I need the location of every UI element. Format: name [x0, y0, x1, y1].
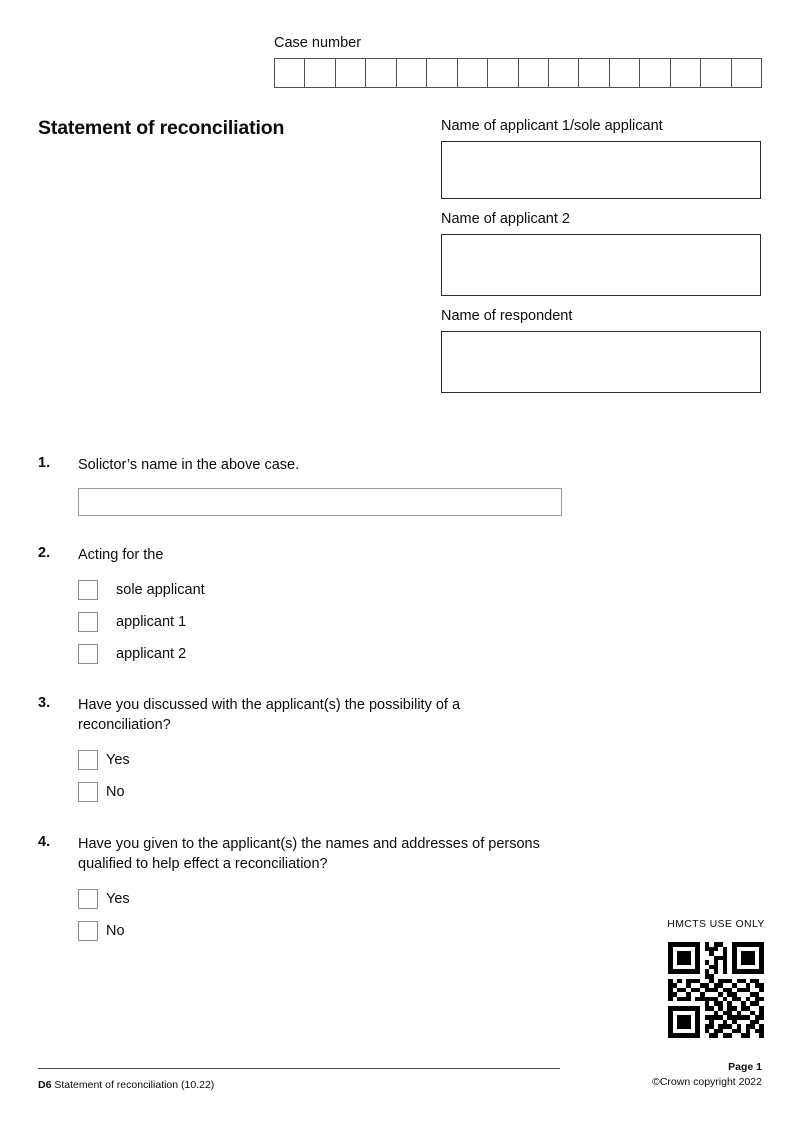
case-number-cell[interactable]	[488, 59, 518, 87]
applicant-1-label: Name of applicant 1/sole applicant	[441, 118, 663, 134]
question-4-number: 4.	[38, 834, 51, 850]
case-number-input[interactable]	[274, 58, 762, 88]
footer-page-number: Page 1	[728, 1061, 762, 1073]
applicant-2-field	[441, 210, 762, 296]
option-label-q4-yes: Yes	[106, 891, 130, 907]
option-applicant-2[interactable]	[78, 643, 205, 665]
option-label-q3-yes: Yes	[106, 752, 130, 768]
case-number-cell[interactable]	[671, 59, 701, 87]
checkbox-q4-no[interactable]	[78, 921, 98, 941]
checkbox-sole-applicant[interactable]	[78, 580, 98, 600]
footer-form-reference	[38, 1078, 214, 1092]
option-q4-no[interactable]	[78, 920, 548, 942]
question-4-options	[78, 888, 548, 942]
question-2-text: Acting for the	[78, 547, 164, 563]
case-number-cell[interactable]	[701, 59, 731, 87]
option-sole-applicant[interactable]	[78, 579, 205, 601]
party-name-fields	[441, 117, 762, 393]
case-number-cell[interactable]	[732, 59, 762, 87]
footer-divider	[38, 1068, 560, 1069]
checkbox-q3-no[interactable]	[78, 782, 98, 802]
footer-form-title: Statement of reconciliation (10.22)	[54, 1079, 215, 1091]
case-number-cell[interactable]	[366, 59, 396, 87]
respondent-input[interactable]	[441, 331, 761, 393]
question-2-number: 2.	[38, 545, 51, 561]
question-3-options	[78, 749, 548, 803]
page-title: Statement of reconciliation	[38, 117, 285, 139]
applicant-2-label: Name of applicant 2	[441, 211, 570, 227]
case-number-label: Case number	[274, 35, 362, 51]
respondent-field	[441, 307, 762, 393]
option-label-applicant-2: applicant 2	[116, 646, 187, 662]
question-4	[38, 834, 548, 942]
case-number-cell[interactable]	[610, 59, 640, 87]
checkbox-applicant-2[interactable]	[78, 644, 98, 664]
question-2-options	[78, 579, 205, 665]
case-number-block	[274, 34, 762, 88]
qr-code-icon	[668, 942, 764, 1038]
case-number-cell[interactable]	[549, 59, 579, 87]
option-label-q3-no: No	[106, 784, 125, 800]
option-q3-yes[interactable]	[78, 749, 548, 771]
case-number-cell[interactable]	[397, 59, 427, 87]
question-3-text: Have you discussed with the applicant(s) the possibility of a reconciliation?	[78, 697, 461, 733]
option-label-applicant-1: applicant 1	[116, 614, 187, 630]
option-q4-yes[interactable]	[78, 888, 548, 910]
question-1-number: 1.	[38, 455, 51, 471]
case-number-cell[interactable]	[640, 59, 670, 87]
footer-copyright: ©Crown copyright 2022	[652, 1076, 762, 1088]
question-4-text: Have you given to the applicant(s) the names and addresses of persons qualified to help effect a reconciliation?	[78, 836, 540, 872]
case-number-cell[interactable]	[336, 59, 366, 87]
respondent-label: Name of respondent	[441, 308, 573, 324]
question-1-text: Solictor’s name in the above case.	[78, 457, 300, 473]
option-applicant-1[interactable]	[78, 611, 205, 633]
qr-code-wrapper	[640, 942, 792, 1038]
hmcts-use-only-block	[640, 918, 792, 1038]
footer-form-code: D6	[38, 1079, 52, 1091]
applicant-1-input[interactable]	[441, 141, 761, 199]
option-label-sole-applicant: sole applicant	[116, 582, 205, 598]
case-number-cell[interactable]	[579, 59, 609, 87]
case-number-cell[interactable]	[275, 59, 305, 87]
footer-page-info	[652, 1060, 762, 1090]
case-number-cell[interactable]	[427, 59, 457, 87]
applicant-2-input[interactable]	[441, 234, 761, 296]
case-number-cell[interactable]	[458, 59, 488, 87]
applicant-1-field	[441, 117, 762, 199]
option-label-q4-no: No	[106, 923, 125, 939]
option-q3-no[interactable]	[78, 781, 548, 803]
checkbox-q3-yes[interactable]	[78, 750, 98, 770]
case-number-cell[interactable]	[519, 59, 549, 87]
checkbox-applicant-1[interactable]	[78, 612, 98, 632]
solicitor-name-input[interactable]	[78, 488, 562, 516]
question-1	[38, 455, 562, 516]
checkbox-q4-yes[interactable]	[78, 889, 98, 909]
case-number-cell[interactable]	[305, 59, 335, 87]
question-3	[38, 695, 548, 803]
question-3-number: 3.	[38, 695, 51, 711]
hmcts-use-only-label: HMCTS USE ONLY	[667, 918, 765, 930]
question-2	[38, 545, 205, 665]
